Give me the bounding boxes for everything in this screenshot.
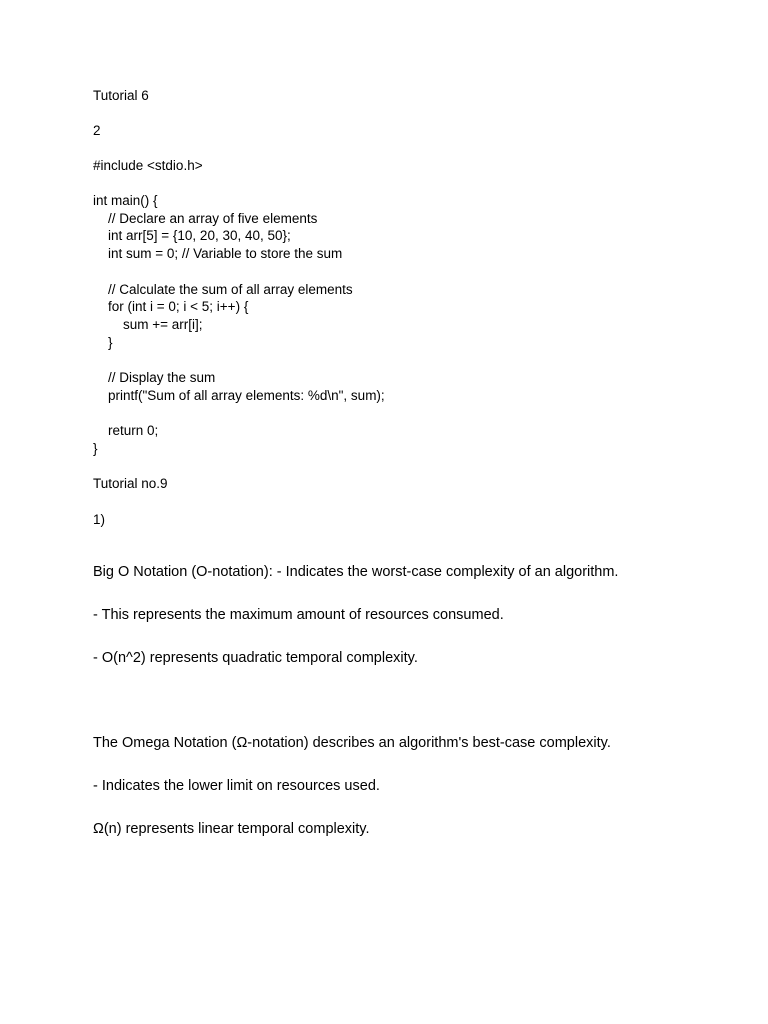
paragraph: - This represents the maximum amount of resources consumed. (93, 607, 504, 623)
code-line: int main() { (93, 193, 158, 208)
code-line: // Declare an array of five elements (93, 211, 318, 226)
code-line: int sum = 0; // Variable to store the sum (93, 246, 343, 261)
question-number: 2 (93, 123, 101, 138)
code-line: for (int i = 0; i < 5; i++) { (93, 299, 249, 314)
code-line: sum += arr[i]; (93, 317, 203, 332)
tutorial-9-heading: Tutorial no.9 (93, 476, 168, 491)
code-line: // Calculate the sum of all array elements (93, 282, 353, 297)
paragraph: The Omega Notation (Ω-notation) describes an algorithm's best-case complexity. (93, 735, 611, 751)
code-line: return 0; (93, 423, 159, 438)
code-line: int arr[5] = {10, 20, 30, 40, 50}; (93, 228, 291, 243)
code-line: } (93, 335, 113, 350)
question-number: 1) (93, 512, 106, 527)
paragraph: Ω(n) represents linear temporal complexity. (93, 821, 370, 837)
paragraph: - Indicates the lower limit on resources used. (93, 778, 380, 794)
code-line: } (93, 441, 98, 456)
paragraph: - O(n^2) represents quadratic temporal complexity. (93, 650, 418, 666)
tutorial-6-heading: Tutorial 6 (93, 88, 149, 103)
code-line: printf("Sum of all array elements: %d\n", sum); (93, 388, 385, 403)
paragraph: Big O Notation (O-notation): - Indicates the worst-case complexity of an algorithm. (93, 564, 619, 580)
code-line: #include <stdio.h> (93, 158, 203, 173)
code-line: // Display the sum (93, 370, 216, 385)
